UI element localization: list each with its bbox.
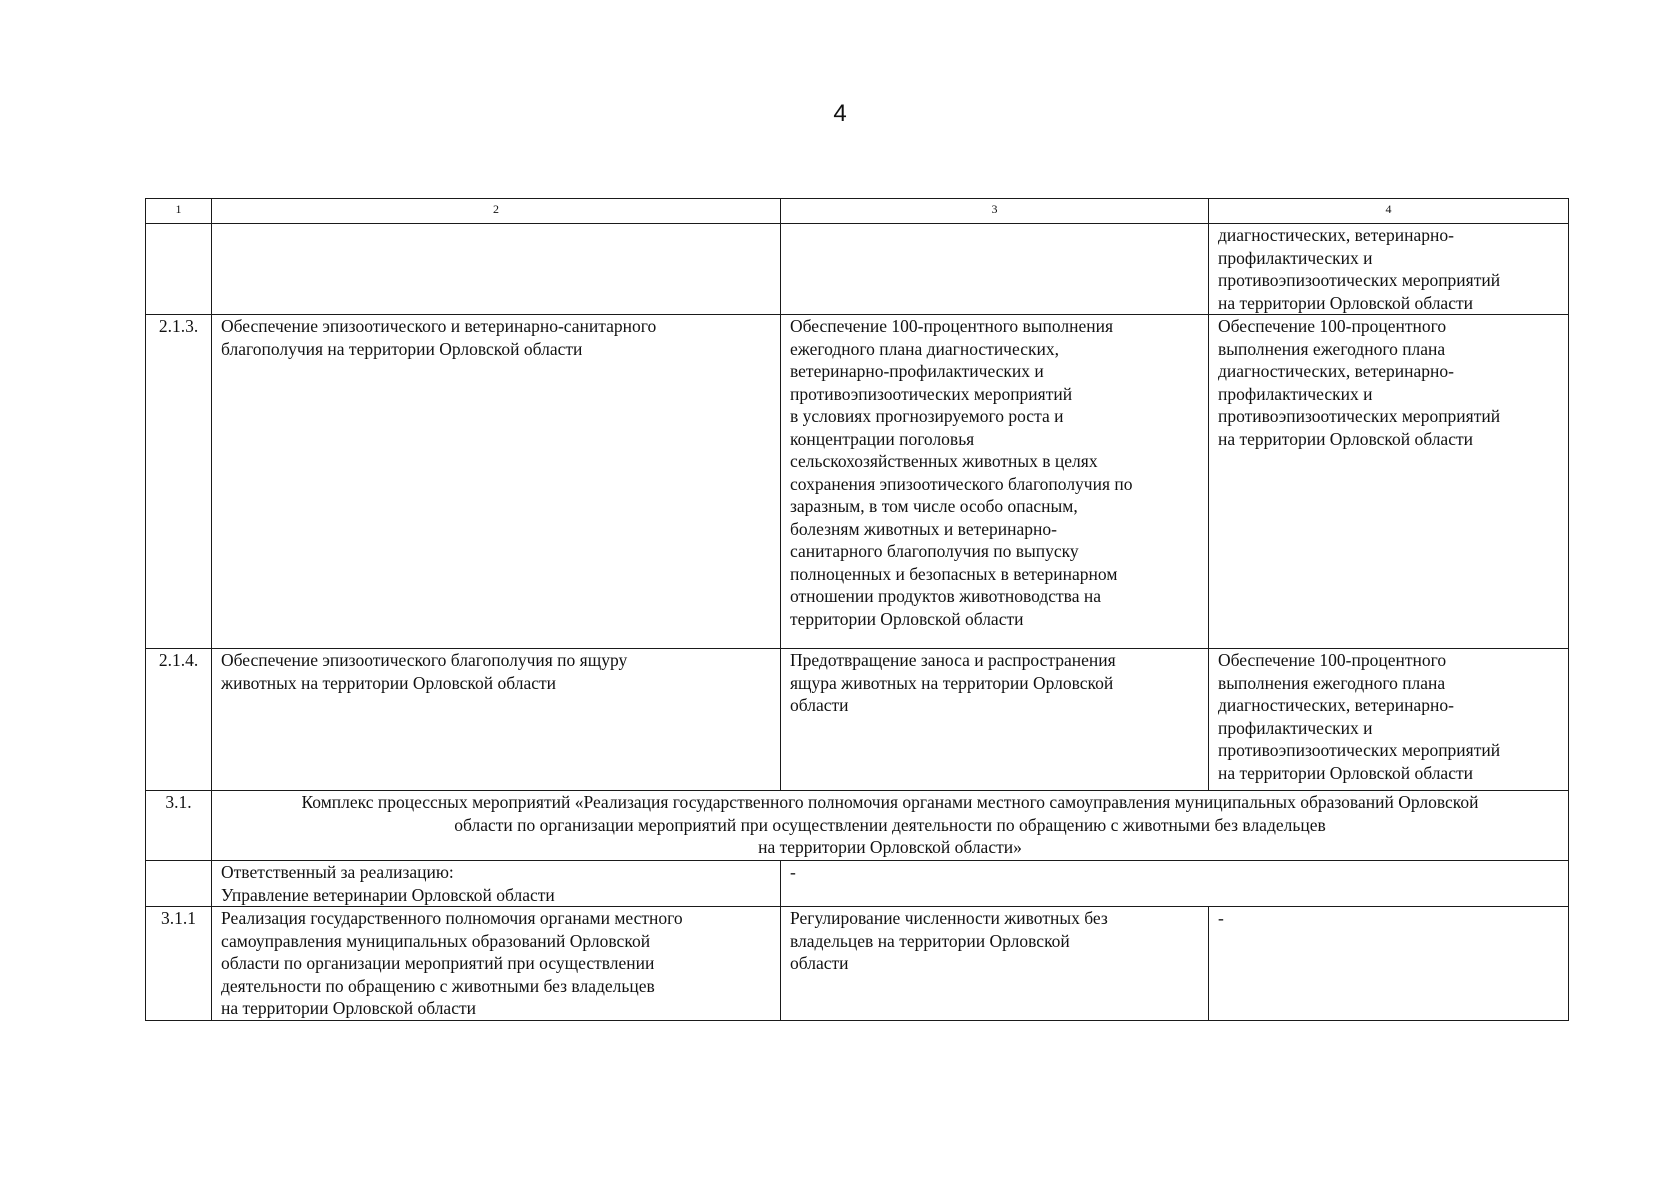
text-line: Обеспечение эпизоотического благополучия по ящуру [221, 650, 628, 670]
text-line: Регулирование численности животных без [790, 908, 1108, 928]
row-number: 3.1.1 [146, 907, 212, 1021]
text-line: болезням животных и ветеринарно- [790, 518, 1057, 539]
text-line: самоуправления муниципальных образований Орловской [221, 930, 651, 951]
row-goal-cell [781, 315, 1209, 649]
text-line: Предотвращение заноса и распространения [790, 650, 1116, 670]
header-cell-3: 3 [781, 199, 1209, 224]
section-number: 3.1. [146, 791, 212, 861]
table-row [146, 649, 1569, 791]
text-line: профилактических и [1218, 383, 1373, 404]
responsible-value: - [781, 861, 1569, 907]
header-cell-2: 2 [212, 199, 781, 224]
text-line: выполнения ежегодного плана [1218, 338, 1446, 359]
row-description-cell [212, 315, 781, 649]
text-line: противоэпизоотических мероприятий [790, 383, 1073, 404]
responsible-row [146, 861, 1569, 907]
text-line: диагностических, ветеринарно- [1218, 695, 1454, 715]
table-row [146, 315, 1569, 649]
row-number: 2.1.3. [146, 315, 212, 649]
row-number [146, 224, 212, 315]
text-line: профилактических и [1218, 247, 1373, 268]
measures-table [145, 198, 1569, 1021]
text-line: благополучия на территории Орловской области [221, 338, 583, 359]
text-line: животных на территории Орловской области [221, 672, 556, 693]
text-line: Обеспечение эпизоотического и ветеринарно-санитарного [221, 316, 657, 336]
section-title [212, 791, 1569, 861]
text-line: полноценных и безопасных в ветеринарном [790, 563, 1118, 584]
text-line: выполнения ежегодного плана [1218, 672, 1446, 693]
row-result-cell [1209, 224, 1569, 315]
responsible-number-cell [146, 861, 212, 907]
text-line: на территории Орловской области [1218, 292, 1473, 313]
row-description-cell [212, 649, 781, 791]
row-number: 2.1.4. [146, 649, 212, 791]
row-goal-cell [781, 649, 1209, 791]
text-line: противоэпизоотических мероприятий [1218, 740, 1501, 760]
text-line: диагностических, ветеринарно- [1218, 225, 1454, 245]
text-line: области по организации мероприятий при осуществлении деятельности по обращению с животными без владельцев [454, 814, 1326, 835]
text-line: владельцев на территории Орловской [790, 930, 1070, 951]
text-line: противоэпизоотических мероприятий [1218, 270, 1501, 290]
text-line: Управление ветеринарии Орловской области [221, 884, 555, 905]
text-line: ящура животных на территории Орловской [790, 672, 1114, 693]
text-line: области [790, 695, 849, 715]
text-line: заразным, в том числе особо опасным, [790, 496, 1078, 516]
text-line: территории Орловской области [790, 608, 1024, 629]
page-number: 4 [833, 100, 847, 127]
row-result-cell [1209, 649, 1569, 791]
text-line: деятельности по обращению с животными без владельцев [221, 975, 655, 996]
text-line: противоэпизоотических мероприятий [1218, 406, 1501, 426]
text-line: Обеспечение 100-процентного [1218, 650, 1447, 670]
header-cell-1: 1 [146, 199, 212, 224]
text-line: на территории Орловской области [1218, 762, 1473, 783]
text-line: диагностических, ветеринарно- [1218, 361, 1454, 381]
header-cell-4: 4 [1209, 199, 1569, 224]
text-line: области [790, 953, 849, 973]
table-row [146, 907, 1569, 1021]
table-row [146, 224, 1569, 315]
text-line: области по организации мероприятий при осуществлении [221, 953, 655, 973]
text-line: Комплекс процессных мероприятий «Реализация государственного полномочия органами местного самоуправления муниципальных образований Орловской [301, 792, 1479, 812]
text-line: Ответственный за реализацию: [221, 862, 454, 882]
text-line: на территории Орловской области [221, 998, 476, 1018]
section-row [146, 791, 1569, 861]
row-goal-cell [781, 224, 1209, 315]
text-line: Реализация государственного полномочия органами местного [221, 908, 683, 928]
text-line: на территории Орловской области [1218, 428, 1473, 449]
text-line: в условиях прогнозируемого роста и [790, 406, 1064, 426]
responsible-label [212, 861, 781, 907]
text-line: Обеспечение 100-процентного выполнения [790, 316, 1114, 336]
text-line: Обеспечение 100-процентного [1218, 316, 1447, 336]
text-line: санитарного благополучия по выпуску [790, 541, 1079, 561]
row-description-cell [212, 224, 781, 315]
table-header-row [146, 199, 1569, 224]
text-line: ежегодного плана диагностических, [790, 338, 1059, 359]
row-goal-cell [781, 907, 1209, 1021]
text-line: на территории Орловской области» [758, 837, 1022, 857]
text-line: концентрации поголовья [790, 428, 975, 449]
row-description-cell [212, 907, 781, 1021]
text-line: сельскохозяйственных животных в целях [790, 451, 1098, 471]
text-line: ветеринарно-профилактических и [790, 361, 1044, 381]
text-line: профилактических и [1218, 717, 1373, 738]
row-result-cell: - [1209, 907, 1569, 1021]
text-line: отношении продуктов животноводства на [790, 586, 1101, 606]
text-line: сохранения эпизоотического благополучия по [790, 473, 1133, 494]
row-result-cell [1209, 315, 1569, 649]
